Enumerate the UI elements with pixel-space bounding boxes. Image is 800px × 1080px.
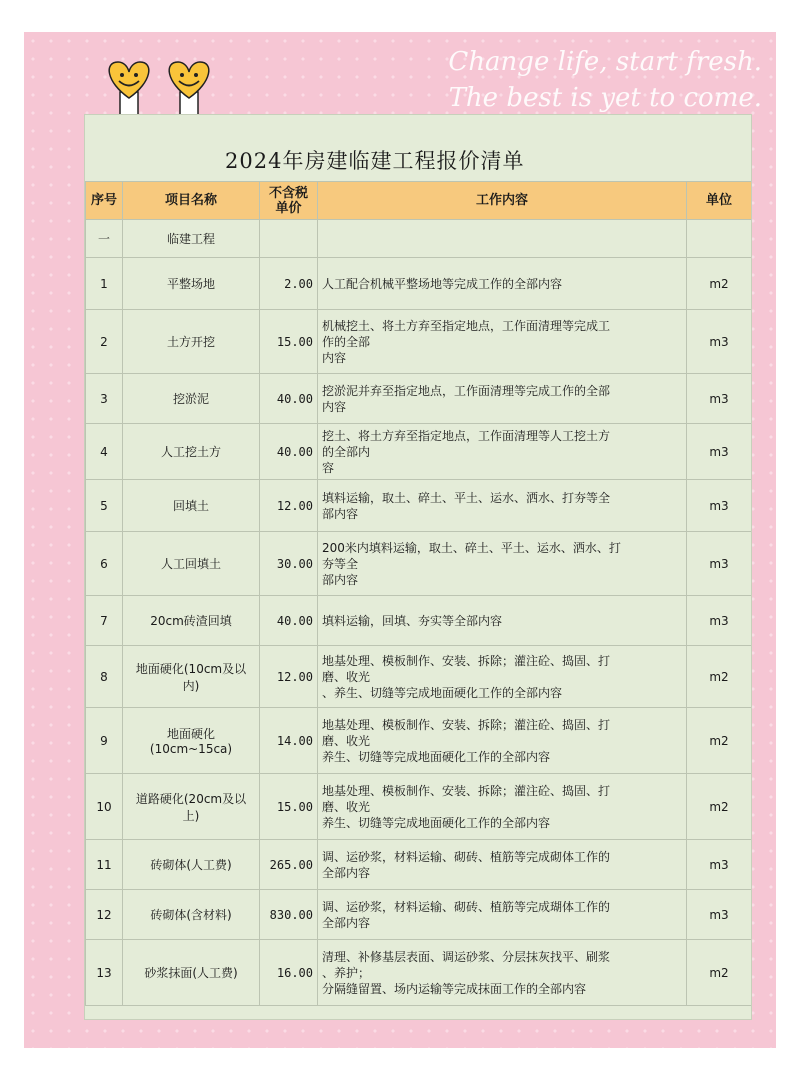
header-price: 不含税单价 bbox=[260, 182, 318, 220]
row-price: 30.00 bbox=[260, 532, 318, 596]
smiley-heart-icon-left bbox=[109, 62, 149, 118]
row-unit: m3 bbox=[687, 374, 752, 424]
smiley-hearts-decoration bbox=[100, 58, 230, 120]
quote-sheet bbox=[84, 114, 752, 1020]
row-name: 道路硬化(20cm及以 上) bbox=[123, 774, 260, 840]
table-row bbox=[86, 258, 752, 310]
table-row bbox=[86, 890, 752, 940]
row-unit: m3 bbox=[687, 596, 752, 646]
row-content: 机械挖土、将土方弃至指定地点，工作面清理等完成工 作的全部 内容 bbox=[318, 310, 687, 374]
row-no: 1 bbox=[86, 258, 123, 310]
row-name: 地面硬化(10cm及以 内) bbox=[123, 646, 260, 708]
row-content: 挖土、将土方弃至指定地点，工作面清理等人工挖土方 的全部内 容 bbox=[318, 424, 687, 480]
header-name: 项目名称 bbox=[123, 182, 260, 220]
table-row bbox=[86, 220, 752, 258]
row-price bbox=[260, 220, 318, 258]
row-content: 调、运砂浆，材料运输、砌砖、植筋等完成瑚体工作的 全部内容 bbox=[318, 890, 687, 940]
row-no: 3 bbox=[86, 374, 123, 424]
row-name: 砂浆抹面(人工费) bbox=[123, 940, 260, 1006]
row-unit: m3 bbox=[687, 840, 752, 890]
row-price: 16.00 bbox=[260, 940, 318, 1006]
row-content bbox=[318, 220, 687, 258]
table-row bbox=[86, 646, 752, 708]
table-row bbox=[86, 940, 752, 1006]
row-price: 40.00 bbox=[260, 374, 318, 424]
row-price: 15.00 bbox=[260, 774, 318, 840]
tagline-line-1: Change life, start fresh. bbox=[448, 47, 762, 77]
table-row bbox=[86, 532, 752, 596]
row-content: 200米内填料运输，取土、碎土、平土、运水、洒水、打 夯等全 部内容 bbox=[318, 532, 687, 596]
row-name: 20cm砖渣回填 bbox=[123, 596, 260, 646]
row-content: 地基处理、模板制作、安装、拆除；灌注砼、捣固、打 磨、收光 、养生、切缝等完成地面硬化工作的全部内容 bbox=[318, 646, 687, 708]
row-unit bbox=[687, 220, 752, 258]
row-no: 13 bbox=[86, 940, 123, 1006]
row-content: 填料运输，回填、夯实等全部内容 bbox=[318, 596, 687, 646]
header-row bbox=[86, 182, 752, 220]
header-content: 工作内容 bbox=[318, 182, 687, 220]
row-no: 2 bbox=[86, 310, 123, 374]
table-body bbox=[86, 220, 752, 1006]
row-price: 265.00 bbox=[260, 840, 318, 890]
row-price: 15.00 bbox=[260, 310, 318, 374]
row-no: 6 bbox=[86, 532, 123, 596]
row-no: 11 bbox=[86, 840, 123, 890]
row-no: 一 bbox=[86, 220, 123, 258]
tagline-line-2: The best is yet to come. bbox=[448, 83, 762, 113]
row-name: 临建工程 bbox=[123, 220, 260, 258]
tagline bbox=[448, 44, 762, 116]
table-row bbox=[86, 596, 752, 646]
table-row bbox=[86, 374, 752, 424]
row-no: 5 bbox=[86, 480, 123, 532]
title-row bbox=[85, 115, 751, 181]
row-unit: m2 bbox=[687, 258, 752, 310]
quote-table bbox=[85, 181, 752, 1006]
row-content: 人工配合机械平整场地等完成工作的全部内容 bbox=[318, 258, 687, 310]
row-unit: m3 bbox=[687, 424, 752, 480]
row-name: 回填土 bbox=[123, 480, 260, 532]
header-unit: 单位 bbox=[687, 182, 752, 220]
row-unit: m2 bbox=[687, 774, 752, 840]
row-unit: m3 bbox=[687, 890, 752, 940]
row-no: 9 bbox=[86, 708, 123, 774]
row-price: 12.00 bbox=[260, 480, 318, 532]
row-name: 平整场地 bbox=[123, 258, 260, 310]
row-name: 砖砌体(人工费) bbox=[123, 840, 260, 890]
row-content: 填料运输，取土、碎土、平土、运水、洒水、打夯等全 部内容 bbox=[318, 480, 687, 532]
row-no: 8 bbox=[86, 646, 123, 708]
row-price: 830.00 bbox=[260, 890, 318, 940]
header-no: 序号 bbox=[86, 182, 123, 220]
row-name: 砖砌体(含材料) bbox=[123, 890, 260, 940]
row-price: 40.00 bbox=[260, 596, 318, 646]
row-name: 人工挖土方 bbox=[123, 424, 260, 480]
row-content: 地基处理、模板制作、安装、拆除；灌注砼、捣固、打 磨、收光 养生、切缝等完成地面硬化工作的全部内容 bbox=[318, 708, 687, 774]
row-no: 4 bbox=[86, 424, 123, 480]
row-unit: m3 bbox=[687, 310, 752, 374]
row-no: 10 bbox=[86, 774, 123, 840]
row-content: 挖淤泥并弃至指定地点，工作面清理等完成工作的全部 内容 bbox=[318, 374, 687, 424]
table-row bbox=[86, 424, 752, 480]
table-row bbox=[86, 774, 752, 840]
row-unit: m2 bbox=[687, 646, 752, 708]
row-price: 2.00 bbox=[260, 258, 318, 310]
row-content: 调、运砂浆，材料运输、砌砖、植筋等完成砌体工作的 全部内容 bbox=[318, 840, 687, 890]
row-content: 清理、补修基层表面、调运砂浆、分层抹灰找平、刷浆 、养护； 分隔缝留置、场内运输等完成抹面工作的全部内容 bbox=[318, 940, 687, 1006]
row-unit: m2 bbox=[687, 940, 752, 1006]
row-name: 地面硬化 (10cm~15ca) bbox=[123, 708, 260, 774]
row-unit: m3 bbox=[687, 532, 752, 596]
row-no: 12 bbox=[86, 890, 123, 940]
row-unit: m3 bbox=[687, 480, 752, 532]
row-unit: m2 bbox=[687, 708, 752, 774]
sheet-title: 2024年房建临建工程报价清单 bbox=[225, 149, 525, 173]
table-row bbox=[86, 310, 752, 374]
table-row bbox=[86, 708, 752, 774]
row-price: 40.00 bbox=[260, 424, 318, 480]
table-row bbox=[86, 840, 752, 890]
row-price: 12.00 bbox=[260, 646, 318, 708]
row-price: 14.00 bbox=[260, 708, 318, 774]
row-name: 挖淤泥 bbox=[123, 374, 260, 424]
row-name: 人工回填土 bbox=[123, 532, 260, 596]
smiley-heart-icon-right bbox=[169, 62, 209, 118]
table-row bbox=[86, 480, 752, 532]
row-no: 7 bbox=[86, 596, 123, 646]
row-name: 土方开挖 bbox=[123, 310, 260, 374]
row-content: 地基处理、模板制作、安装、拆除；灌注砼、捣固、打 磨、收光 养生、切缝等完成地面硬化工作的全部内容 bbox=[318, 774, 687, 840]
